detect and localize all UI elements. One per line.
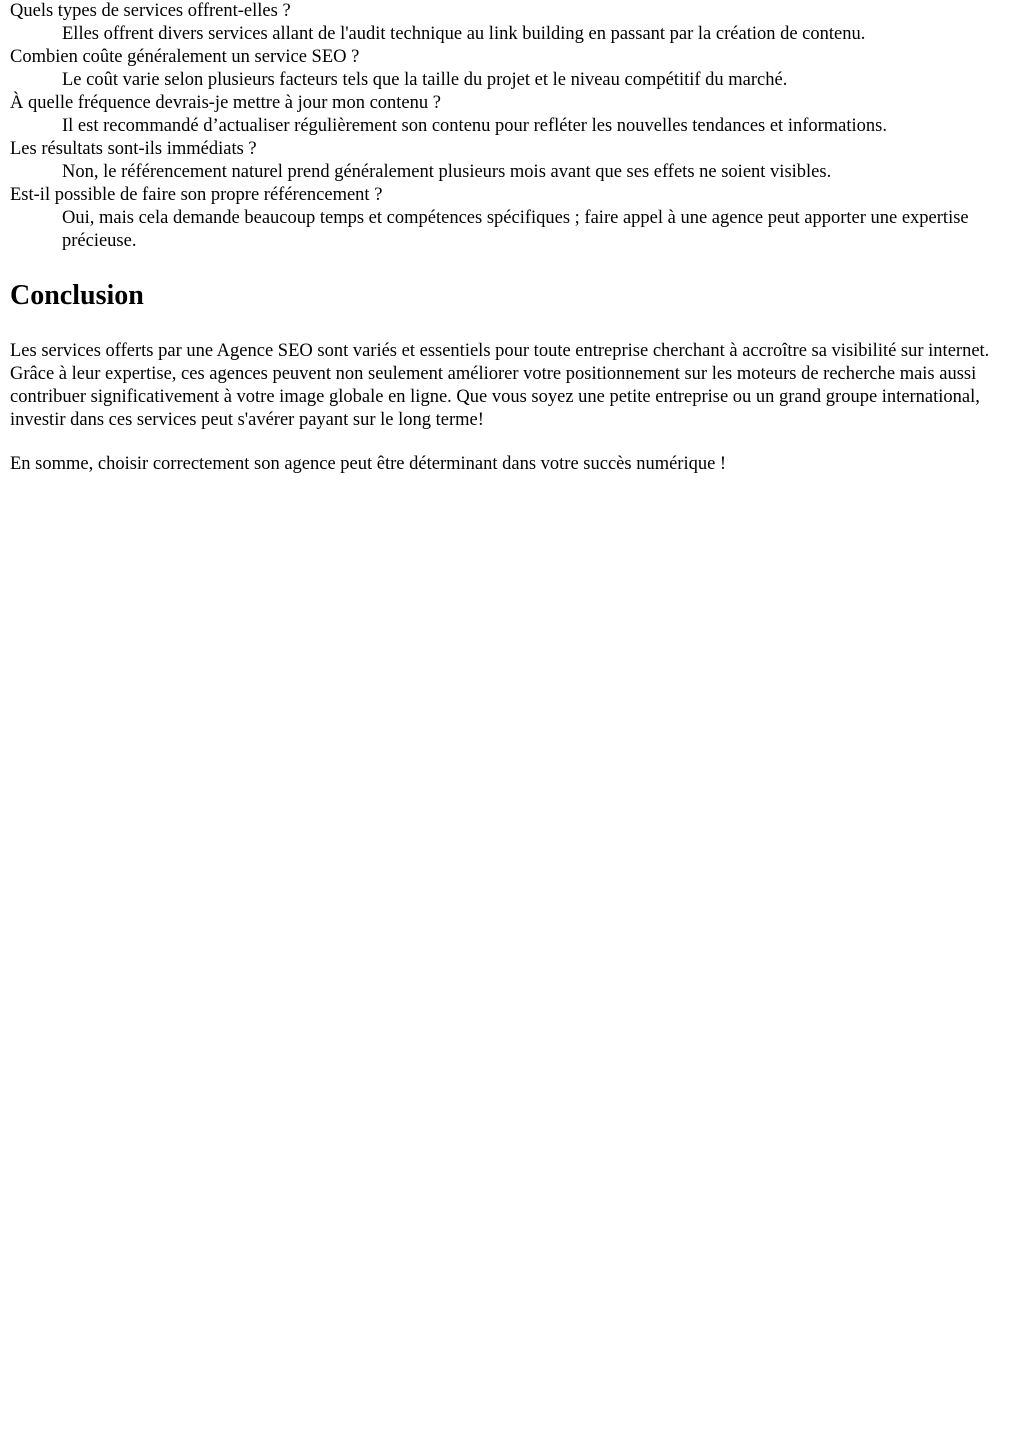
faq-question: Les résultats sont-ils immédiats ? <box>10 139 257 159</box>
faq-question: Combien coûte généralement un service SEO ? <box>10 47 360 67</box>
faq-list <box>10 0 1014 253</box>
faq-question: À quelle fréquence devrais-je mettre à jour mon contenu ? <box>10 93 441 113</box>
faq-answer: Le coût varie selon plusieurs facteurs tels que la taille du projet et le niveau compétitif du marché. <box>62 70 788 90</box>
faq-answer: Non, le référencement naturel prend généralement plusieurs mois avant que ses effets ne soient visibles. <box>62 162 832 182</box>
closing-paragraph: En somme, choisir correctement son agence peut être déterminant dans votre succès numérique ! <box>10 454 727 474</box>
conclusion-paragraph: Les services offerts par une Agence SEO sont variés et essentiels pour toute entreprise cherchant à accroître sa visibilité sur internet. Grâce à leur expertise, ces agences peuvent non seulement améliorer votre positionnement sur les moteurs de recherche mais aussi contribuer significativement à votre image globale en ligne. Que vous soyez une petite entreprise ou un grand groupe international, investir dans ces services peut s'avérer payant sur le long terme! <box>10 341 990 430</box>
faq-answer: Il est recommandé d’actualiser régulièrement son contenu pour refléter les nouvelles tendances et informations. <box>62 116 887 136</box>
faq-question: Quels types de services offrent-elles ? <box>10 1 291 21</box>
faq-question: Est-il possible de faire son propre référencement ? <box>10 185 383 205</box>
document-page <box>0 0 1024 476</box>
conclusion-heading: Conclusion <box>10 280 144 311</box>
faq-answer: Oui, mais cela demande beaucoup temps et compétences spécifiques ; faire appel à une agence peut apporter une expertise précieuse. <box>62 208 969 251</box>
faq-answer: Elles offrent divers services allant de l'audit technique au link building en passant par la création de contenu. <box>62 24 866 44</box>
